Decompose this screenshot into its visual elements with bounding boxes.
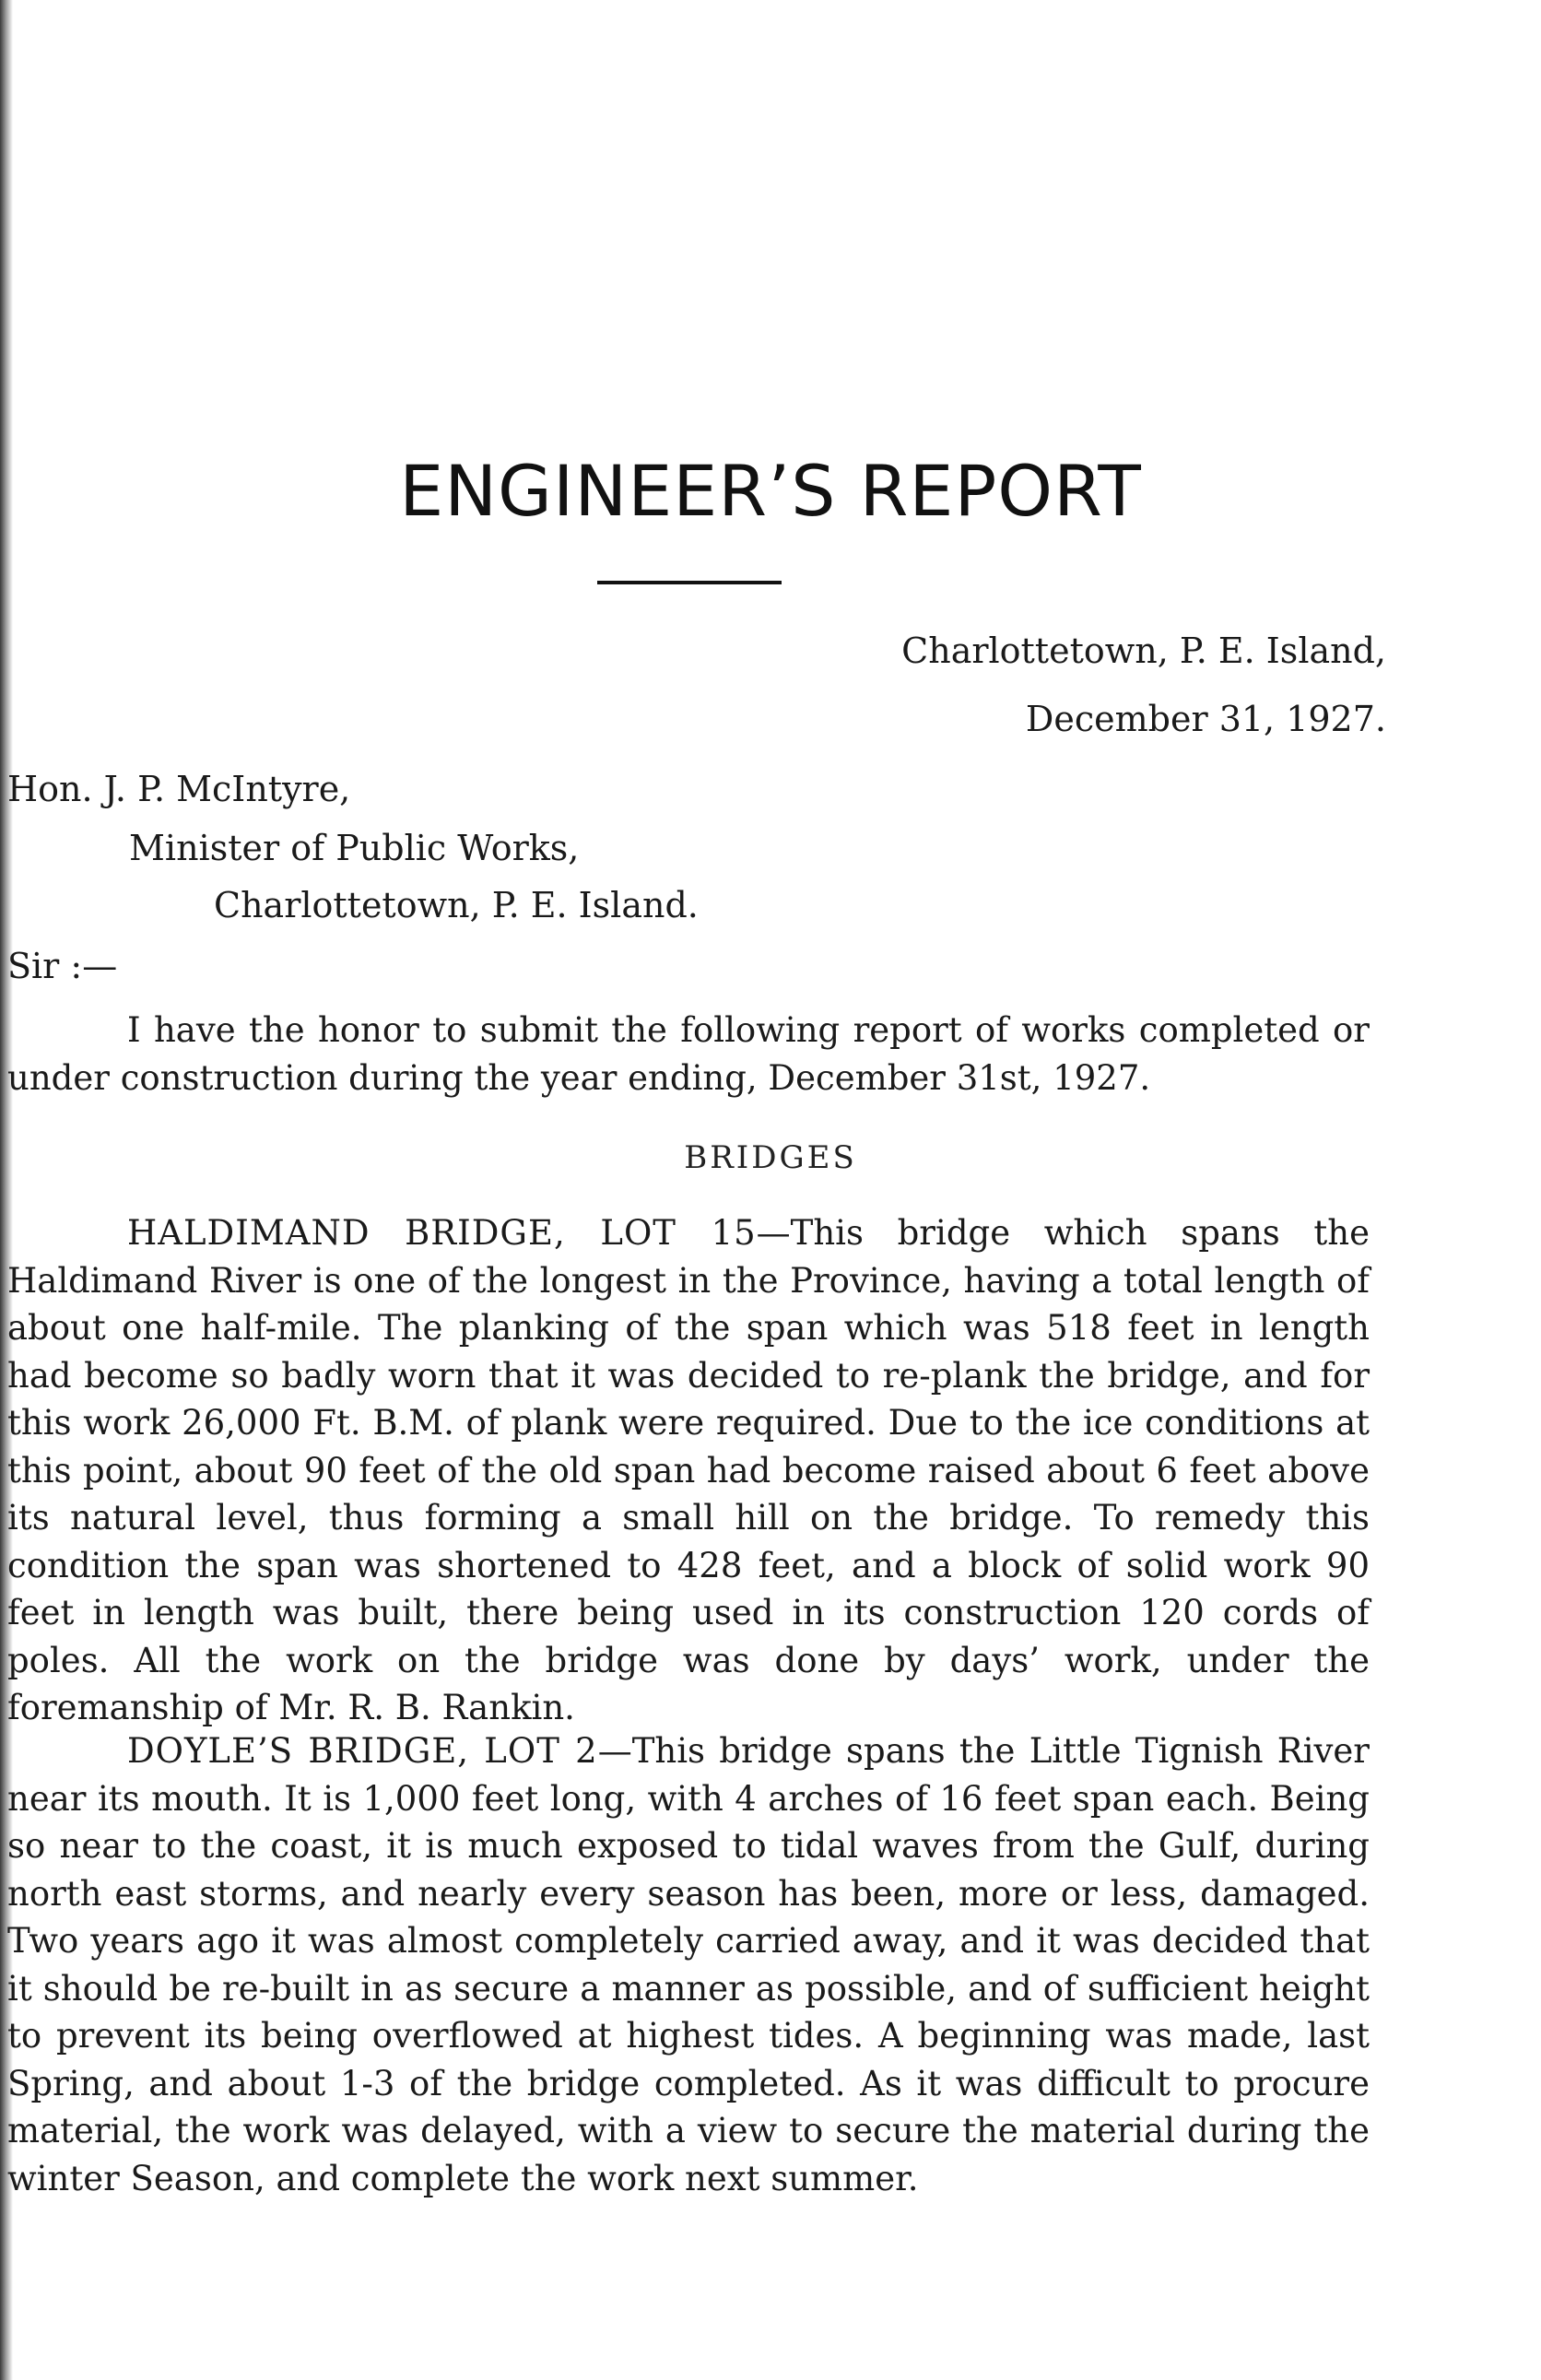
addressee-location: Charlottetown, P. E. Island. xyxy=(214,885,699,925)
addressee-title: Minister of Public Works, xyxy=(129,828,580,868)
report-date: December 31, 1927. xyxy=(1025,699,1386,739)
report-title: ENGINEER’S REPORT xyxy=(399,450,1142,532)
section-heading: BRIDGES xyxy=(684,1139,857,1176)
doyle-body: —This bridge spans the Little Tignish River near its mouth. It is 1,000 feet long, with 4 arches of 16 feet span each. Being so near to the coast, it is much exposed to tidal waves from the Gulf, during north east storms, and nearly every season has been, more or less, damaged. Two years ago it was almost completely carried away, and it was decided that it should be re-built in as secure a manner as possible, and of sufficient height to prevent its being overflowed at highest tides. A beginning was made, last Spring, and about 1-3 of the bridge completed. As it was difficult to procure material, the work was delayed, with a view to secure the material during the winter Season, and complete the work next summer. xyxy=(7,1731,1370,2198)
intro-text: I have the honor to submit the following report of works completed or under construction during the year ending, December 31st, 1927. xyxy=(7,1010,1370,1098)
doyle-paragraph xyxy=(7,1727,1370,2202)
doyle-lead: DOYLE’S BRIDGE, LOT 2 xyxy=(127,1731,598,1771)
intro-paragraph xyxy=(7,1007,1370,1102)
haldimand-body: —This bridge which spans the Haldimand River is one of the longest in the Province, having a total length of about one half-mile. The planking of the span which was 518 feet in length had become so badly worn that it was decided to re-plank the bridge, and for this work 26,000 Ft. B.M. of plank were required. Due to the ice conditions at this point, about 90 feet of the old span had become raised about 6 feet above its natural level, thus forming a small hill on the bridge. To remedy this condition the span was shortened to 428 feet, and a block of solid work 90 feet in length was built, there being used in its construction 120 cords of poles. All the work on the bridge was done by days’ work, under the foremanship of Mr. R. B. Rankin. xyxy=(7,1213,1370,1727)
haldimand-paragraph xyxy=(7,1209,1370,1732)
title-rule xyxy=(597,581,782,584)
report-place: Charlottetown, P. E. Island, xyxy=(901,630,1386,671)
haldimand-lead: HALDIMAND BRIDGE, LOT 15 xyxy=(127,1213,757,1253)
addressee-name: Hon. J. P. McIntyre, xyxy=(7,769,351,809)
salutation: Sir :— xyxy=(7,946,118,986)
